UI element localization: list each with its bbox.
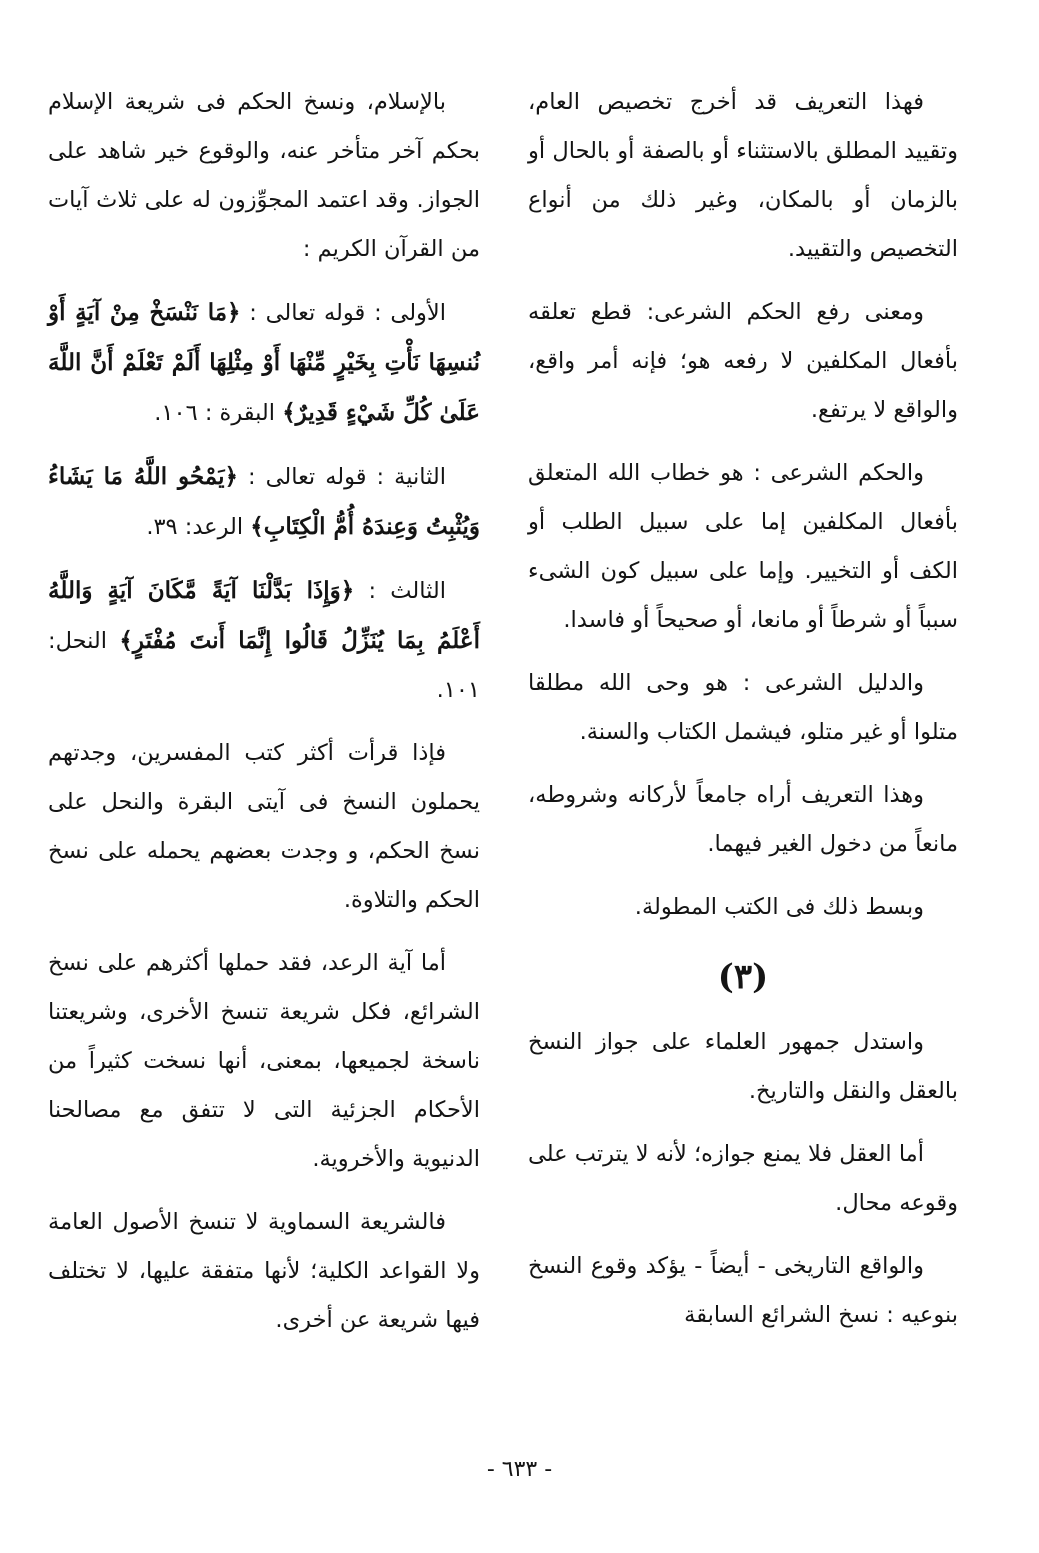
verse-intro: الثالث : <box>354 578 446 604</box>
verse-reference: الرعد: ٣٩. <box>146 514 251 540</box>
paragraph: والواقع التاريخى - أيضاً - يؤكد وقوع النسخ بنوعيه : نسخ الشرائع السابقة <box>528 1253 958 1328</box>
verse-reference: النحل: ١٠١. <box>48 628 480 703</box>
paragraph: والحكم الشرعى : هو خطاب الله المتعلق بأفعال المكلفين إما على سبيل الطلب أو الكف أو التخيير. وإما على سبيل كون الشىء سبباً أو شرطاً أو مانعا، أو صحيحاً أو فاسدا. <box>528 460 958 633</box>
paragraph: فهذا التعريف قد أخرج تخصيص العام، وتقييد المطلق بالاستثناء أو بالصفة أو بالحال أو بالزمان أو بالمكان، وغير ذلك من أنواع التخصيص والتقييد. <box>528 89 958 262</box>
verse-citation-2 <box>48 452 480 552</box>
left-column <box>48 78 480 1359</box>
paragraph: بالإسلام، ونسخ الحكم فى شريعة الإسلام بحكم آخر متأخر عنه، والوقوع خير شاهد على الجواز. وقد اعتمد المجوِّزون له على ثلاث آيات من القرآن الكريم : <box>48 89 480 262</box>
verse-reference: البقرة : ١٠٦. <box>154 400 283 426</box>
section-number-heading: (٣) <box>717 957 769 997</box>
paragraph: والدليل الشرعى : هو وحى الله مطلقا متلوا أو غير متلو، فيشمل الكتاب والسنة. <box>528 670 958 745</box>
verse-citation-1 <box>48 288 480 438</box>
right-column <box>528 78 958 1354</box>
verse-intro: الثانية : قوله تعالى : <box>237 464 447 490</box>
paragraph: وبسط ذلك فى الكتب المطولة. <box>634 894 924 920</box>
verse-citation-3 <box>48 566 480 715</box>
page-number: - ٦٣٣ - <box>486 1457 553 1482</box>
quran-verse: ﴿وَإِذَا بَدَّلْنَا آيَةً مَّكَانَ آيَةٍ وَاللَّهُ أَعْلَمُ بِمَا يُنَزِّلُ قَالُوا إِنَّمَا أَنتَ مُفْتَرٍ﴾ <box>48 577 480 654</box>
verse-intro: الأولى : قوله تعالى : <box>240 300 446 326</box>
paragraph: فإذا قرأت أكثر كتب المفسرين، وجدتهم يحملون النسخ فى آيتى البقرة والنحل على نسخ الحكم، و وجدت بعضهم يحمله على نسخ الحكم والتلاوة. <box>48 740 480 913</box>
quran-verse: ﴿يَمْحُو اللَّهُ مَا يَشَاءُ وَيُثْبِتُ وَعِندَهُ أُمُّ الْكِتَابِ﴾ <box>48 463 480 540</box>
paragraph: أما آية الرعد، فقد حملها أكثرهم على نسخ الشرائع، فكل شريعة تنسخ الأخرى، وشريعتنا ناسخة لجميعها، بمعنى، أنها نسخت كثيراً من الأحكام الجزئية التى لا تتفق مع مصالحنا الدنيوية والأخروية. <box>48 950 480 1172</box>
paragraph: وهذا التعريف أراه جامعاً لأركانه وشروطه، مانعاً من دخول الغير فيهما. <box>528 782 958 857</box>
paragraph: ومعنى رفع الحكم الشرعى: قطع تعلقه بأفعال المكلفين لا رفعه هو؛ فإنه أمر واقع، والواقع لا يرتفع. <box>528 299 958 423</box>
paragraph: واستدل جمهور العلماء على جواز النسخ بالعقل والنقل والتاريخ. <box>528 1029 958 1104</box>
paragraph: فالشريعة السماوية لا تنسخ الأصول العامة ولا القواعد الكلية؛ لأنها متفقة عليها، لا تختلف فيها شريعة عن أخرى. <box>48 1209 480 1333</box>
paragraph: أما العقل فلا يمنع جوازه؛ لأنه لا يترتب على وقوعه محال. <box>527 1141 958 1216</box>
quran-verse: ﴿مَا نَنْسَخْ مِنْ آيَةٍ أَوْ نُنسِهَا نَأْتِ بِخَيْرٍ مِّنْهَا أَوْ مِثْلِهَا أَلَمْ تَعْلَمْ أَنَّ اللَّهَ عَلَىٰ كُلِّ شَيْءٍ قَدِيرٌ﴾ <box>48 299 480 426</box>
